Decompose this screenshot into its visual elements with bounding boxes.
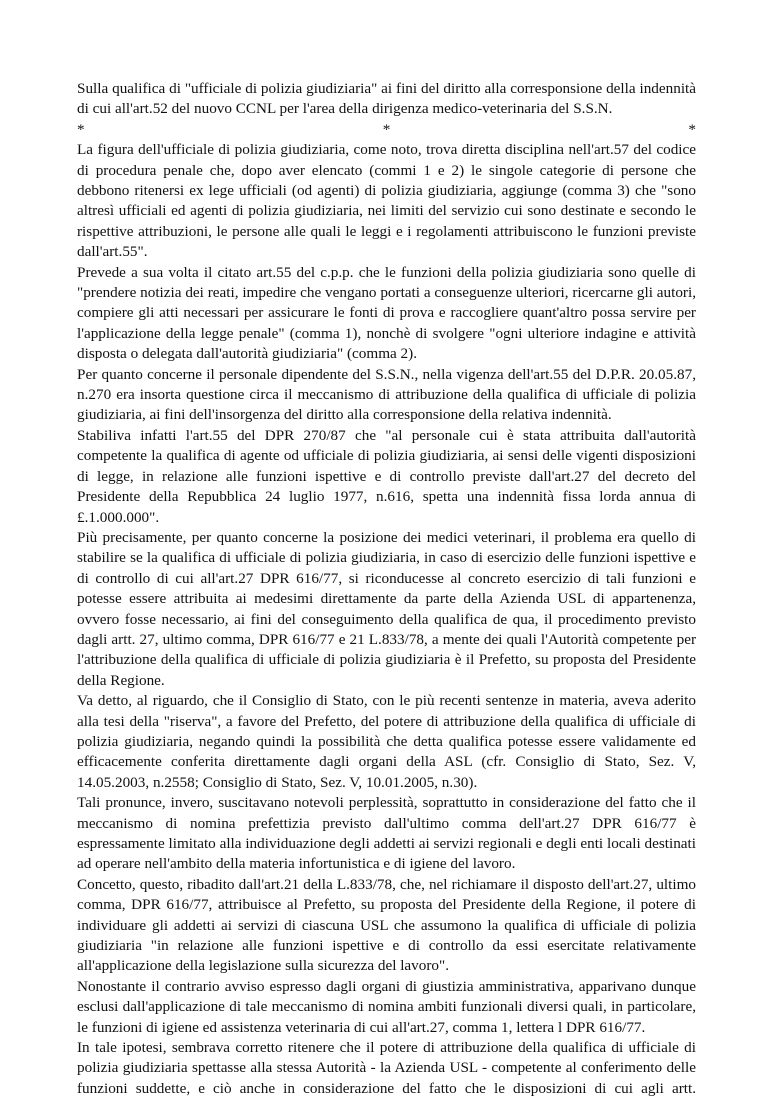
separator-star-center: * [382,120,391,138]
paragraph-5: Più precisamente, per quanto concerne la posizione dei medici veterinari, il problema era quello di stabilire se la qualifica di ufficiale di polizia giudiziaria, in caso di esercizio delle funzioni ispettive e di controllo di cui all'art.27 DPR 616/77, si riconducesse al concreto esercizio di tali funzioni e potesse essere attribuita ai medesimi direttamente da parte della Azienda USL di appartenenza, ovvero fosse necessario, ai fini del conseguimento della qualifica de qua, il procedimento previsto dagli artt. 27, ultimo comma, DPR 616/77 e 21 L.833/78, a mente dei quali l'Autorità competente per l'attribuzione della qualifica di ufficiale di polizia giudiziaria è il Prefetto, su proposta del Presidente della Regione. [77,528,696,689]
paragraph-3: Per quanto concerne il personale dipendente del S.S.N., nella vigenza dell'art.55 del D.P.R. 20.05.87, n.270 era insorta questione circa il meccanismo di attribuzione della qualifica di ufficiale di polizia giudiziaria, ai fini dell'insorgenza del diritto alla corresponsione della relativa indennità. [77,365,696,424]
document-title-paragraph: Sulla qualifica di "ufficiale di polizia giudiziaria" ai fini del diritto alla corresponsione della indennità di cui all'art.52 del nuovo CCNL per l'area della dirigenza medico-veterinaria del S.S.N. [77,80,696,118]
paragraph-4: Stabiliva infatti l'art.55 del DPR 270/87 che "al personale cui è stata attribuita dall'autorità competente la qualifica di agente od ufficiale di polizia giudiziaria, ai sensi delle vigenti disposizioni di legge, in relazione alle funzioni ispettive e di controllo previste dall'art.27 del decreto del Presidente della Repubblica 24 luglio 1977, n.616, spetta una indennità fissa lorda annua di £.1.000.000". [77,426,696,526]
paragraph-10: In tale ipotesi, sembrava corretto ritenere che il potere di attribuzione della qualifica di ufficiale di polizia giudiziaria spettasse alla stessa Autorità - la Azienda USL - competente al conferimento delle funzioni suddette, e ciò anche in considerazione del fatto che le disposizioni di cui agli artt. [77,1039,696,1097]
separator-star-right: * [688,120,696,138]
section-separator [77,120,696,140]
paragraph-2: Prevede a sua volta il citato art.55 del c.p.p. che le funzioni della polizia giudiziaria sono quelle di "prendere notizia dei reati, impedire che vengano portati a conseguenze ulteriori, ricercarne gli autori, compiere gli atti necessari per assicurare le fonti di prova e raccogliere quant'altro possa servire per l'applicazione della legge penale" (comma 1), nonchè di svolgere "ogni ulteriore indagine e attività disposta o delegata dall'autorità giudiziaria" (comma 2). [77,263,696,363]
separator-star-left: * [77,120,85,138]
paragraph-1: La figura dell'ufficiale di polizia giudiziaria, come noto, trova diretta disciplina nell'art.57 del codice di procedura penale che, dopo aver elencato (commi 1 e 2) le singole categorie di persone che debbono ritenersi ex lege ufficiali (od agenti) di polizia giudiziaria, aggiunge (comma 3) che "sono altresì ufficiali ed agenti di polizia giudiziaria, nei limiti del servizio cui sono destinate e secondo le rispettive attribuzioni, le persone alle quali le leggi e i regolamenti attribuiscono le funzioni previste dall'art.55". [77,141,696,261]
paragraph-8: Concetto, questo, ribadito dall'art.21 della L.833/78, che, nel richiamare il disposto dell'art.27, ultimo comma, DPR 616/77, attribuisce al Prefetto, su proposta del Presidente della Regione, il potere di individuare gli addetti ai servizi di ciascuna USL che assumono la qualifica di ufficiale di polizia giudiziaria "in relazione alle funzioni ispettive e di controllo da essi esercitate relativamente all'applicazione della legislazione sulla sicurezza del lavoro". [77,875,696,975]
paragraph-9: Nonostante il contrario avviso espresso dagli organi di giustizia amministrativa, apparivano dunque esclusi dall'applicazione di tale meccanismo di nomina ambiti funzionali diversi quali, in particolare, le funzioni di igiene ed assistenza veterinaria di cui all'art.27, comma 1, lettera l DPR 616/77. [77,977,696,1036]
paragraph-6: Va detto, al riguardo, che il Consiglio di Stato, con le più recenti sentenze in materia, aveva aderito alla tesi della "riserva", a favore del Prefetto, del potere di attribuzione della qualifica di ufficiale di polizia giudiziaria, negando quindi la possibilità che detta qualifica potesse essere validamente ed efficacemente conferita direttamente dagli organi della ASL (cfr. Consiglio di Stato, Sez. V, 14.05.2003, n.2558; Consiglio di Stato, Sez. V, 10.01.2005, n.30). [77,692,696,791]
paragraph-7: Tali pronunce, invero, suscitavano notevoli perplessità, soprattutto in considerazione del fatto che il meccanismo di nomina prefettizia previsto dall'ultimo comma dell'art.27 DPR 616/77 è espressamente limitato alla individuazione degli addetti ai servizi regionali e degli enti locali destinati ad operare nell'ambito della materia infortunistica e di igiene del lavoro. [77,794,696,873]
document-body [77,79,696,1099]
